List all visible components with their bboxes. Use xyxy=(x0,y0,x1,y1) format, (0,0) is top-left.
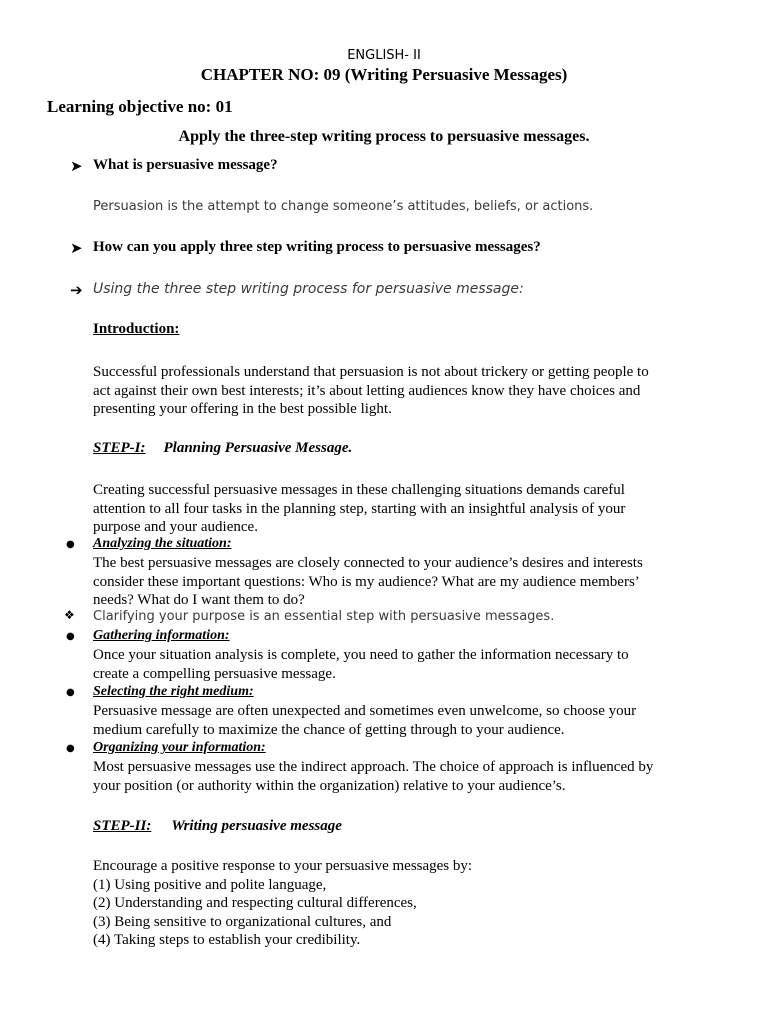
gathering-line: create a compelling persuasive message. xyxy=(93,665,336,682)
introduction-line: presenting your offering in the best possible light. xyxy=(93,401,392,417)
step-1-line: purpose and your audience. xyxy=(93,519,258,535)
arrowhead-bullet-icon: ➤ xyxy=(70,157,83,175)
step-1-paragraph xyxy=(93,481,625,537)
circle-bullet-icon: ● xyxy=(66,687,75,698)
step-2-title: Writing persuasive message xyxy=(171,818,342,834)
step-2-heading xyxy=(93,818,342,835)
chapter-title: CHAPTER NO: 09 (Writing Persuasive Messages) xyxy=(200,65,568,84)
introduction-heading: Introduction: xyxy=(93,321,180,337)
medium-paragraph xyxy=(93,702,636,739)
arrowhead-bullet-icon: ➤ xyxy=(70,239,83,257)
gathering-information-title: Gathering information: xyxy=(93,628,230,643)
question-how-apply: How can you apply three step writing process to persuasive messages? xyxy=(93,239,541,255)
diamond-bullet-icon: ❖ xyxy=(64,608,75,622)
gathering-line: Once your situation analysis is complete, you need to gather the information necessary to xyxy=(93,647,629,663)
introduction-paragraph xyxy=(93,363,649,419)
step-2-intro: Encourage a positive response to your persuasive messages by: xyxy=(93,858,473,874)
clarifying-purpose-text: Clarifying your purpose is an essential step with persuasive messages. xyxy=(93,609,555,624)
step-2-item: (4) Taking steps to establish your credibility. xyxy=(93,932,361,948)
step-2-item: (3) Being sensitive to organizational cultures, and xyxy=(93,913,392,930)
organizing-paragraph xyxy=(93,758,653,795)
question-what-is-persuasive: What is persuasive message? xyxy=(93,157,278,173)
circle-bullet-icon: ● xyxy=(66,539,75,550)
analyzing-situation-title: Analyzing the situation: xyxy=(93,536,232,551)
analyzing-line: consider these important questions: Who is my audience? What are my audience members’ xyxy=(93,573,640,590)
step-1-label: STEP-I: xyxy=(93,440,146,456)
organizing-line: your position (or authority within the organization) relative to your audience’s. xyxy=(93,777,566,794)
introduction-line: act against their own best interests; it’s about letting audiences know they have choices and xyxy=(93,382,641,399)
circle-bullet-icon: ● xyxy=(66,631,75,642)
step-2-list xyxy=(93,857,472,950)
step-1-title: Planning Persuasive Message. xyxy=(163,440,353,456)
organizing-line: Most persuasive messages use the indirect approach. The choice of approach is influenced by xyxy=(93,759,654,775)
answer-persuasion-definition: Persuasion is the attempt to change someone’s attitudes, beliefs, or actions. xyxy=(93,199,594,214)
step-1-heading xyxy=(93,440,352,457)
document-subject: ENGLISH- II xyxy=(347,48,421,63)
step-1-line: attention to all four tasks in the planning step, starting with an insightful analysis of your xyxy=(93,500,626,517)
objective-goal: Apply the three-step writing process to persuasive messages. xyxy=(178,128,590,145)
organizing-information-title: Organizing your information: xyxy=(93,740,266,755)
selecting-medium-title: Selecting the right medium: xyxy=(93,684,254,699)
step-1-line: Creating successful persuasive messages in these challenging situations demands careful xyxy=(93,482,625,498)
medium-line: medium carefully to maximize the chance of getting through to your audience. xyxy=(93,721,565,738)
step-2-item: (2) Understanding and respecting cultural differences, xyxy=(93,895,417,911)
circle-bullet-icon: ● xyxy=(66,743,75,754)
introduction-line: Successful professionals understand that persuasion is not about trickery or getting people to xyxy=(93,364,649,380)
medium-line: Persuasive message are often unexpected and sometimes even unwelcome, so choose your xyxy=(93,703,637,719)
step-2-item: (1) Using positive and polite language, xyxy=(93,876,327,893)
analyzing-line: needs? What do I want them to do? xyxy=(93,592,305,608)
learning-objective: Learning objective no: 01 xyxy=(47,97,233,116)
gathering-paragraph xyxy=(93,646,629,683)
analyzing-paragraph xyxy=(93,554,643,610)
step-2-label: STEP-II: xyxy=(93,818,152,834)
analyzing-line: The best persuasive messages are closely connected to your audience’s desires and interests xyxy=(93,555,643,571)
using-three-step-text: Using the three step writing process for persuasive message: xyxy=(93,281,524,297)
right-arrow-icon: ➔ xyxy=(70,281,83,299)
